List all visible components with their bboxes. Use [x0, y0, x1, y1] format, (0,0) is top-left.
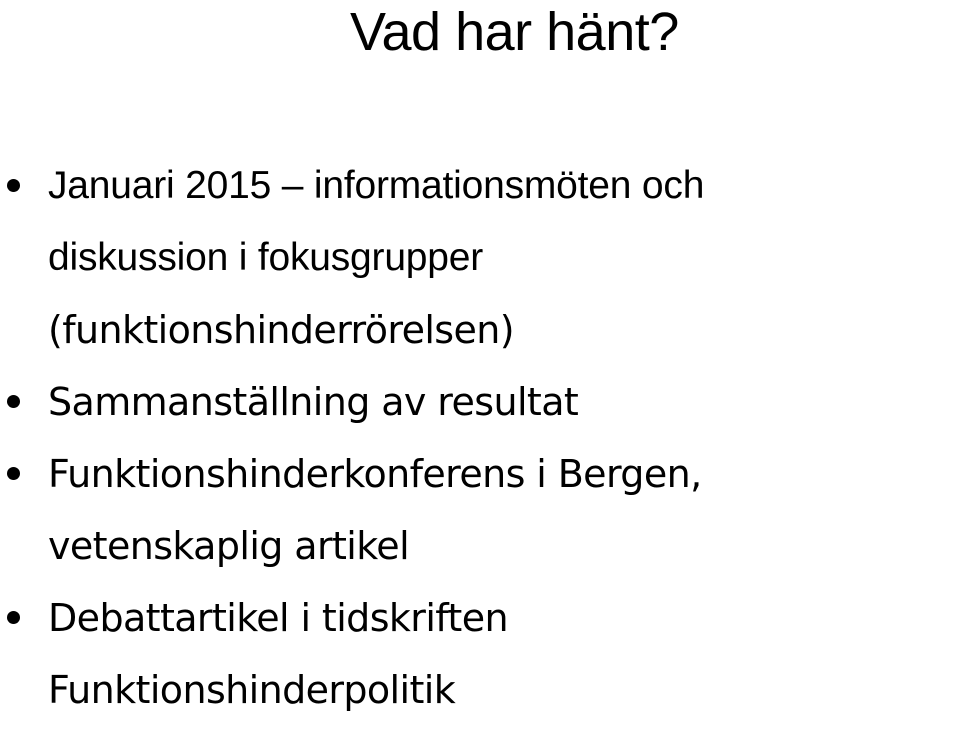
bullet-dot-icon: [7, 395, 20, 408]
bullet-dot-icon: [7, 611, 20, 624]
slide-title: Vad har hänt?: [350, 2, 679, 62]
bullet-dot-icon: [7, 467, 20, 480]
bullet-line: Januari 2015 – informationsmöten och: [48, 164, 705, 207]
bullet-line: Funktionshinderpolitik: [48, 668, 456, 712]
bullet-line: Funktionshinderkonferens i Bergen,: [48, 452, 702, 496]
bullet-line: diskussion i fokusgrupper: [48, 236, 484, 279]
bullet-dot-icon: [7, 179, 20, 192]
bullet-line: Sammanställning av resultat: [48, 380, 579, 424]
bullet-list: [0, 150, 960, 726]
bullet-line: Debattartikel i tidskriften: [48, 596, 508, 640]
bullet-item-3: [0, 438, 960, 582]
bullet-line: vetenskaplig artikel: [48, 524, 410, 568]
bullet-line: (funktionshinderrörelsen): [48, 308, 514, 352]
bullet-item-1: [0, 150, 960, 366]
bullet-item-4: [0, 582, 960, 726]
bullet-item-2: [0, 366, 960, 438]
